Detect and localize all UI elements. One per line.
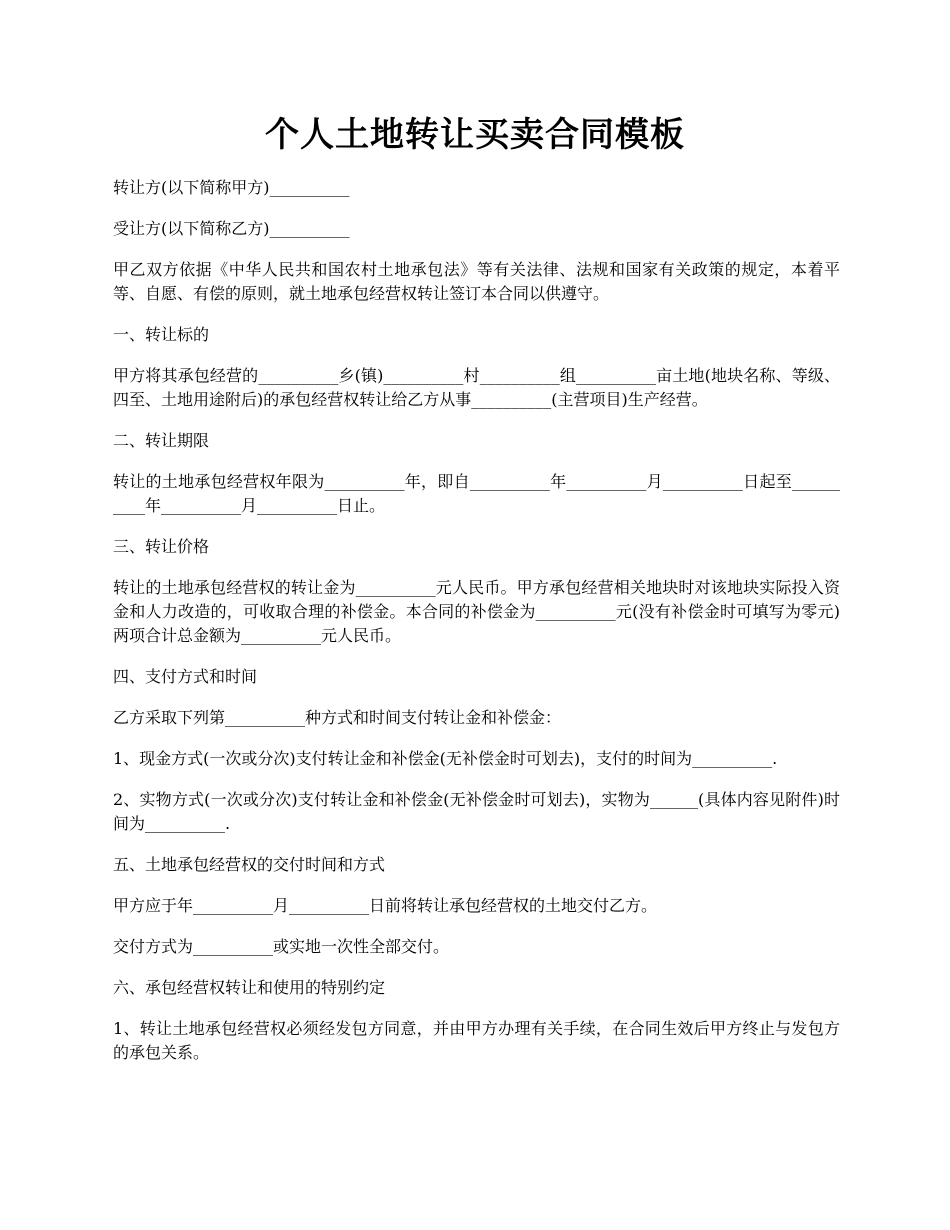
section-heading-delivery: 五、土地承包经营权的交付时间和方式 [113, 855, 386, 874]
section-heading-transfer-price: 三、转让价格 [113, 537, 210, 556]
section-paragraph-transfer-term: 转让的土地承包经营权年限为__________年，即自__________年__________月__________日起至__________年__________月__________日止。 [113, 472, 840, 515]
document-title: 个人土地转让买卖合同模板 [265, 115, 685, 155]
payment-item-in-kind: 2、实物方式(一次或分次)支付转让金和补偿金(无补偿金时可划去)，实物为______(具体内容见附件)时间为__________. [113, 790, 840, 833]
section-paragraph-delivery-method: 交付方式为__________或实地一次性全部交付。 [113, 937, 450, 956]
section-heading-special-terms: 六、承包经营权转让和使用的特别约定 [113, 978, 386, 997]
document-body [113, 176, 840, 1082]
section-paragraph-transfer-price: 转让的土地承包经营权的转让金为__________元人民币。甲方承包经营相关地块时对该地块实际投入资金和人力改造的，可收取合理的补偿金。本合同的补偿金为__________元(没有补偿金时可填写为零元)两项合计总金额为__________元人民币。 [113, 578, 840, 645]
section-heading-transfer-term: 二、转让期限 [113, 431, 210, 450]
section-paragraph-transfer-subject: 甲方将其承包经营的__________乡(镇)__________村__________组__________亩土地(地块名称、等级、四至、土地用途附后)的承包经营权转让给乙方从事__________(主营项目)生产经营。 [113, 366, 840, 409]
section-paragraph-payment: 乙方采取下列第__________种方式和时间支付转让金和补偿金： [113, 708, 562, 727]
section-heading-payment: 四、支付方式和时间 [113, 667, 258, 686]
preamble-paragraph: 甲乙双方依据《中华人民共和国农村土地承包法》等有关法律、法规和国家有关政策的规定，本着平等、自愿、有偿的原则，就土地承包经营权转让签订本合同以供遵守。 [113, 260, 840, 303]
transferee-line: 受让方(以下简称乙方)__________ [113, 219, 350, 238]
section-heading-transfer-subject: 一、转让标的 [113, 325, 210, 344]
special-terms-item-1: 1、转让土地承包经营权必须经发包方同意，并由甲方办理有关手续，在合同生效后甲方终止与发包方的承包关系。 [113, 1019, 840, 1062]
payment-item-cash: 1、现金方式(一次或分次)支付转让金和补偿金(无补偿金时可划去)，支付的时间为__________. [113, 749, 778, 768]
transferor-line: 转让方(以下简称甲方)__________ [113, 178, 350, 197]
section-paragraph-delivery-date: 甲方应于年__________月__________日前将转让承包经营权的土地交付乙方。 [113, 896, 658, 915]
